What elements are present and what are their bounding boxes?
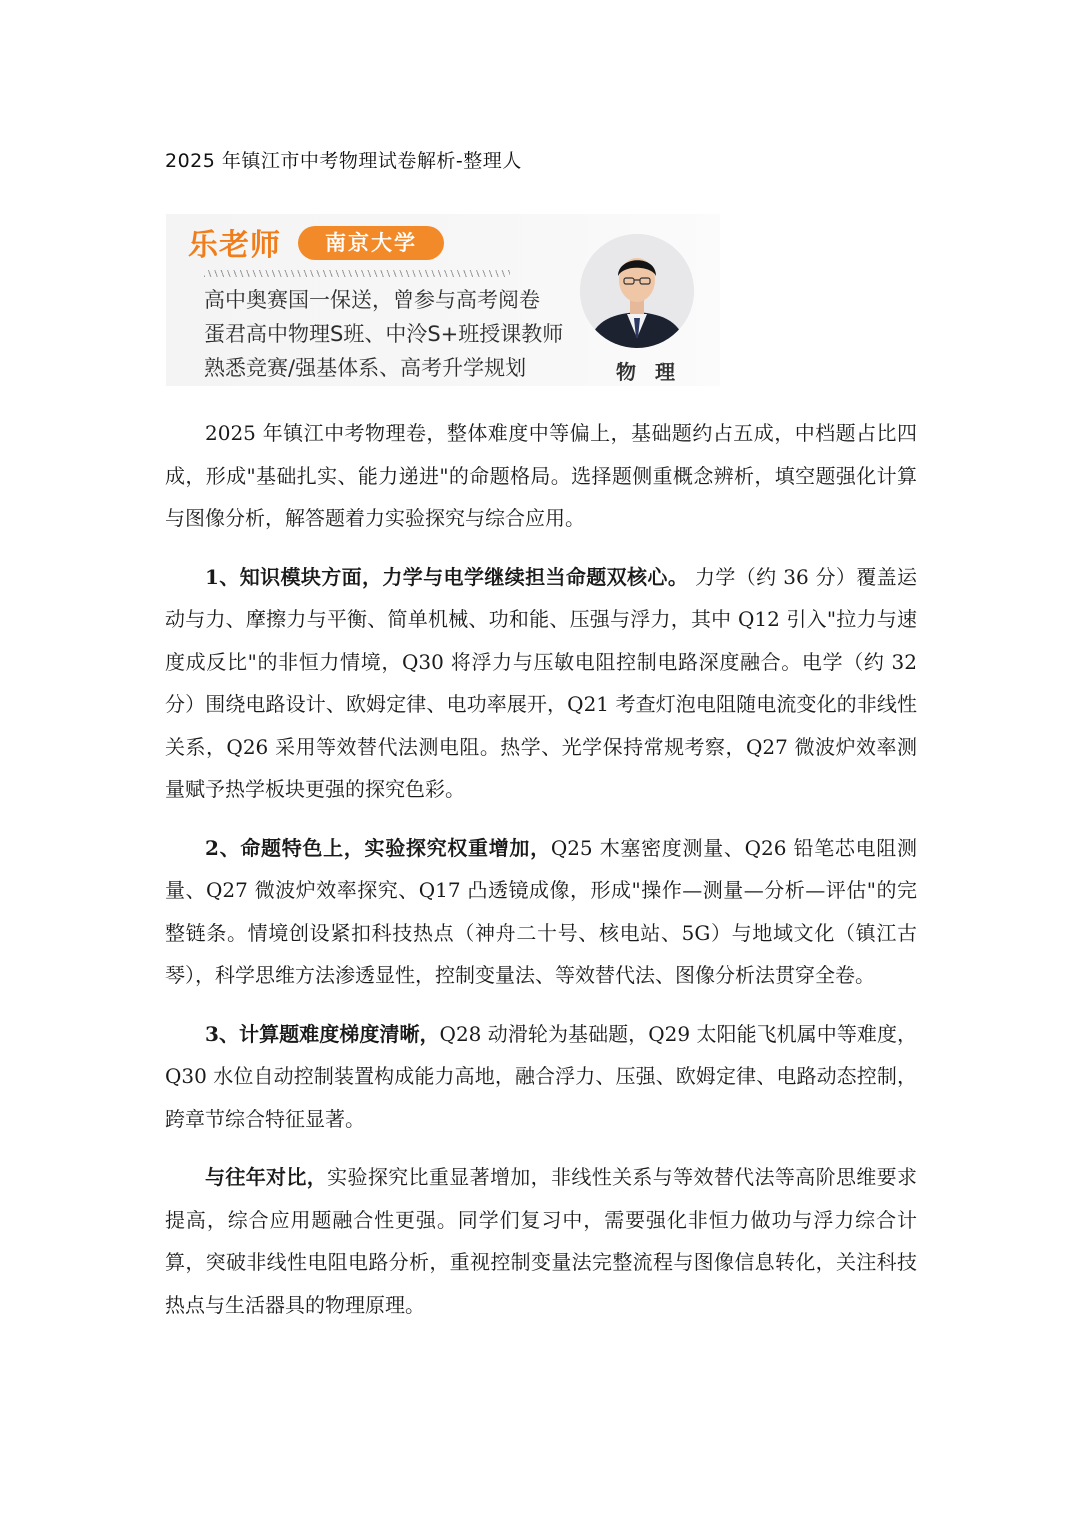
paragraph-text: 2025 年镇江中考物理卷，整体难度中等偏上，基础题约占五成，中档题占比四成，形成"基础扎实、能力递进"的命题格局。选择题侧重概念辨析，填空题强化计算与图像分析，解答题着力实验探究与综合应用。 [165,421,917,530]
decorative-divider [204,270,510,277]
teacher-name: 乐老师 [188,228,281,263]
paragraph-text: 实验探究比重显著增加，非线性关系与等效替代法等高阶思维要求提高，综合应用题融合性更强。同学们复习中，需要强化非恒力做功与浮力综合计算，突破非线性电阻电路分析，重视控制变量法完整流程与图像信息转化，关注科技热点与生活器具的物理原理。 [165,1165,918,1317]
paragraph-features [165,827,917,997]
teacher-banner [166,214,720,386]
paragraph-text: Q25 木塞密度测量、Q26 铅笔芯电阻测量、Q27 微波炉效率探究、Q17 凸透镜成像，形成"操作—测量—分析—评估"的完整链条。情境创设紧扣科技热点（神舟二十号、核电站、5G）与地域文化（镇江古琴），科学思维方法渗透显性，控制变量法、等效替代法、图像分析法贯穿全卷。 [165,835,918,987]
teacher-credential-line: 高中奥赛国一保送，曾参与高考阅卷 [204,288,540,312]
paragraph-lead: 与往年对比， [205,1165,328,1189]
teacher-credential-line: 熟悉竞赛/强基体系、高考升学规划 [204,356,527,380]
teacher-avatar [580,234,694,348]
paragraph-comparison [165,1156,917,1326]
paragraph-lead: 2、命题特色上，实验探究权重增加， [205,835,551,860]
teacher-credential-line: 蛋君高中物理S班、中泠S+班授课教师 [204,322,564,346]
university-badge: 南京大学 [298,226,444,260]
paragraph-calculation [165,1013,917,1141]
teacher-portrait-icon [580,234,694,348]
paragraph-text: Q28 动滑轮为基础题，Q29 太阳能飞机属中等难度，Q30 水位自动控制装置构成能力高地，融合浮力、压强、欧姆定律、电路动态控制，跨章节综合特征显著。 [165,1021,917,1131]
paragraph-knowledge-modules [165,556,917,811]
subject-label: 物 理 [616,360,681,384]
paragraph-text: 力学（约 36 分）覆盖运动与力、摩擦力与平衡、简单机械、功和能、压强与浮力，其中 Q12 引入"拉力与速度成反比"的非恒力情境，Q30 将浮力与压敏电阻控制电路深度融合。电学（约 32 分）围绕电路设计、欧姆定律、电功率展开，Q21 考查灯泡电阻随电流变化的非线性关系，Q26 采用等效替代法测电阻。热学、光学保持常规考察，Q27 微波炉效率测量赋予热学板块更强的探究色彩。 [165,564,917,801]
paragraph-intro [165,412,917,540]
document-title: 2025 年镇江市中考物理试卷解析-整理人 [165,150,522,172]
paragraph-lead: 1、知识模块方面，力学与电学继续担当命题双核心。 [205,564,689,589]
article-body [165,412,917,1342]
paragraph-lead: 3、计算题难度梯度清晰， [205,1021,440,1046]
